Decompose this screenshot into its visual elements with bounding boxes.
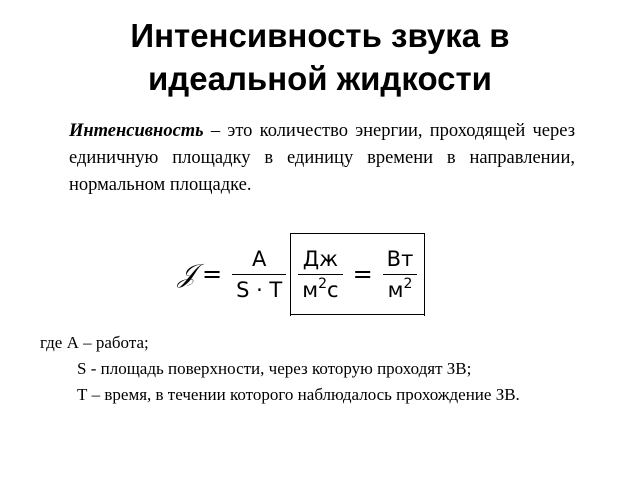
formula-legend <box>40 330 635 408</box>
formula-numerator: A <box>251 246 267 271</box>
unit1-denominator <box>298 275 342 305</box>
unit-fraction-2 <box>383 244 418 305</box>
legend-line-area: S - площадь поверхности, через которую проходят ЗВ; <box>77 359 472 378</box>
definition-paragraph <box>69 118 575 199</box>
legend-line-time: Т – время, в течении которого наблюдалось прохождение ЗВ. <box>77 385 520 404</box>
units-bracket <box>290 233 425 315</box>
title-line-1: Интенсивность звука в <box>130 17 510 54</box>
unit1-den-base: м <box>302 277 319 302</box>
legend-line-work: где А – работа; <box>40 333 149 352</box>
unit1-den-tail: с <box>327 277 339 302</box>
unit1-den-exponent: 2 <box>318 275 328 292</box>
unit1-numerator: Дж <box>302 246 339 271</box>
formula-lhs: 𝒥 <box>178 258 196 289</box>
unit2-numerator: Вт <box>386 246 414 271</box>
units-equals: = <box>352 260 373 288</box>
formula-equals: = <box>201 260 223 288</box>
unit2-den-exponent: 2 <box>403 275 413 292</box>
definition-term: Интенсивность <box>69 121 204 141</box>
unit2-den-base: м <box>387 277 404 302</box>
formula-main-fraction <box>232 244 286 305</box>
title-line-2: идеальной жидкости <box>148 60 492 97</box>
formula-denominator: S · T <box>236 277 283 302</box>
slide-title <box>0 14 640 100</box>
intensity-formula <box>178 232 425 316</box>
definition-text: – это количество энергии, проходящей через единичную площадку в единицу времени в направлении, нормальном площадке. <box>69 121 575 195</box>
unit2-denominator <box>384 275 417 305</box>
unit-fraction-1 <box>298 244 342 305</box>
